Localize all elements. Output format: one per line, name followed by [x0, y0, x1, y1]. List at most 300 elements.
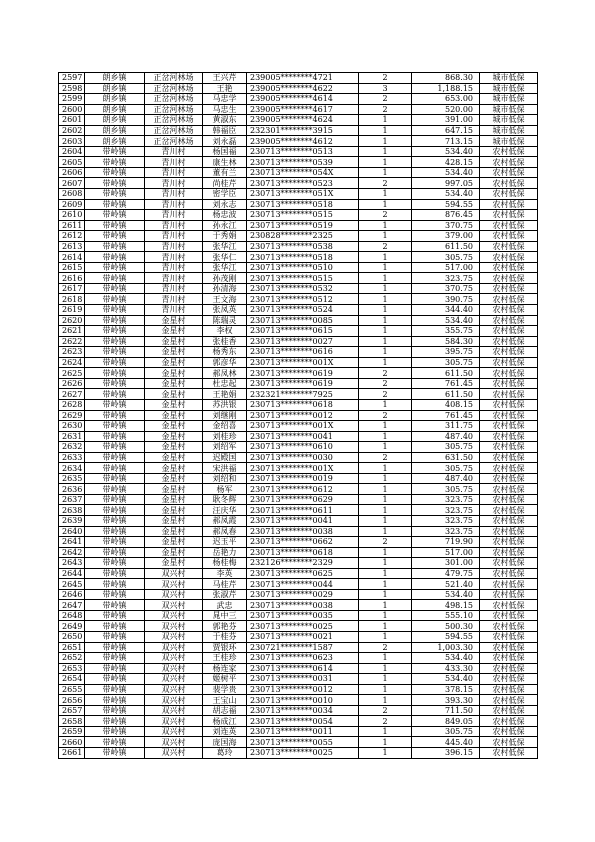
id-number-cell: 230713********0055 — [247, 737, 359, 748]
name-cell: 马桂芹 — [203, 579, 247, 590]
row-number: 2607 — [59, 178, 85, 189]
name-cell: 韩福臣 — [203, 125, 247, 136]
category-cell: 农村低保 — [480, 653, 538, 664]
town-cell: 带岭镇 — [85, 442, 145, 453]
village-cell: 青川村 — [145, 167, 203, 178]
town-cell: 带岭镇 — [85, 241, 145, 252]
household-size-cell: 1 — [359, 167, 412, 178]
village-cell: 正岔河林场 — [145, 104, 203, 115]
household-size-cell: 1 — [359, 146, 412, 157]
category-cell: 农村低保 — [480, 642, 538, 653]
row-number: 2604 — [59, 146, 85, 157]
category-cell: 城市低保 — [480, 115, 538, 126]
id-number-cell: 230713********0019 — [247, 473, 359, 484]
table-row — [59, 642, 538, 653]
category-cell: 农村低保 — [480, 674, 538, 685]
household-size-cell: 1 — [359, 283, 412, 294]
household-size-cell: 1 — [359, 737, 412, 748]
household-size-cell: 1 — [359, 115, 412, 126]
category-cell: 农村低保 — [480, 146, 538, 157]
amount-cell: 534.40 — [412, 146, 480, 157]
table-row — [59, 231, 538, 242]
town-cell: 带岭镇 — [85, 473, 145, 484]
category-cell: 农村低保 — [480, 737, 538, 748]
table-row — [59, 104, 538, 115]
id-number-cell: 230713********0618 — [247, 547, 359, 558]
id-number-cell: 230713********0625 — [247, 568, 359, 579]
amount-cell: 555.10 — [412, 610, 480, 621]
table-row — [59, 315, 538, 326]
household-size-cell: 1 — [359, 125, 412, 136]
category-cell: 农村低保 — [480, 610, 538, 621]
household-size-cell: 1 — [359, 621, 412, 632]
category-cell: 农村低保 — [480, 421, 538, 432]
town-cell: 带岭镇 — [85, 579, 145, 590]
row-number: 2616 — [59, 273, 85, 284]
row-number: 2598 — [59, 83, 85, 94]
household-size-cell: 1 — [359, 399, 412, 410]
id-number-cell: 230713********0523 — [247, 178, 359, 189]
village-cell: 双兴村 — [145, 674, 203, 685]
table-row — [59, 452, 538, 463]
category-cell: 农村低保 — [480, 199, 538, 210]
id-number-cell: 230713********0515 — [247, 273, 359, 284]
household-size-cell: 2 — [359, 716, 412, 727]
town-cell: 带岭镇 — [85, 600, 145, 611]
id-number-cell: 230713********0616 — [247, 347, 359, 358]
category-cell: 城市低保 — [480, 94, 538, 105]
table-row — [59, 336, 538, 347]
table-row — [59, 368, 538, 379]
town-cell: 朗乡镇 — [85, 125, 145, 136]
town-cell: 带岭镇 — [85, 167, 145, 178]
village-cell: 金星村 — [145, 537, 203, 548]
table-row — [59, 146, 538, 157]
name-cell: 于秀娟 — [203, 231, 247, 242]
id-number-cell: 230713********0629 — [247, 494, 359, 505]
category-cell: 农村低保 — [480, 241, 538, 252]
village-cell: 金星村 — [145, 399, 203, 410]
village-cell: 正岔河林场 — [145, 83, 203, 94]
name-cell: 王兴芹 — [203, 73, 247, 84]
name-cell: 郝凤霞 — [203, 515, 247, 526]
id-number-cell: 230713********0029 — [247, 589, 359, 600]
id-number-cell: 230713********001X — [247, 463, 359, 474]
town-cell: 朗乡镇 — [85, 94, 145, 105]
village-cell: 金星村 — [145, 431, 203, 442]
name-cell: 郝凤林 — [203, 368, 247, 379]
name-cell: 张桂香 — [203, 336, 247, 347]
town-cell: 带岭镇 — [85, 431, 145, 442]
table-row — [59, 705, 538, 716]
name-cell: 杨军 — [203, 484, 247, 495]
amount-cell: 370.75 — [412, 283, 480, 294]
name-cell: 马忠学 — [203, 94, 247, 105]
row-number: 2647 — [59, 600, 85, 611]
household-size-cell: 1 — [359, 231, 412, 242]
amount-cell: 534.40 — [412, 189, 480, 200]
village-cell: 青川村 — [145, 262, 203, 273]
table-row — [59, 378, 538, 389]
table-row — [59, 653, 538, 664]
category-cell: 农村低保 — [480, 579, 538, 590]
amount-cell: 311.75 — [412, 421, 480, 432]
amount-cell: 517.00 — [412, 262, 480, 273]
table-row — [59, 600, 538, 611]
table-row — [59, 199, 538, 210]
village-cell: 正岔河林场 — [145, 125, 203, 136]
id-number-cell: 230713********0612 — [247, 484, 359, 495]
table-row — [59, 621, 538, 632]
row-number: 2611 — [59, 220, 85, 231]
amount-cell: 534.40 — [412, 167, 480, 178]
household-size-cell: 1 — [359, 484, 412, 495]
table-row — [59, 157, 538, 168]
village-cell: 双兴村 — [145, 663, 203, 674]
id-number-cell: 230713********0027 — [247, 336, 359, 347]
amount-cell: 323.75 — [412, 273, 480, 284]
row-number: 2613 — [59, 241, 85, 252]
table-row — [59, 410, 538, 421]
row-number: 2650 — [59, 631, 85, 642]
name-cell: 岳艳力 — [203, 547, 247, 558]
name-cell: 孙永江 — [203, 220, 247, 231]
table-row — [59, 210, 538, 221]
town-cell: 带岭镇 — [85, 189, 145, 200]
village-cell: 双兴村 — [145, 610, 203, 621]
row-number: 2642 — [59, 547, 85, 558]
category-cell: 农村低保 — [480, 178, 538, 189]
name-cell: 贾银环 — [203, 642, 247, 653]
household-size-cell: 1 — [359, 653, 412, 664]
name-cell: 刘继刚 — [203, 410, 247, 421]
row-number: 2659 — [59, 726, 85, 737]
name-cell: 晁中三 — [203, 610, 247, 621]
village-cell: 青川村 — [145, 305, 203, 316]
category-cell: 农村低保 — [480, 515, 538, 526]
name-cell: 金绍喜 — [203, 421, 247, 432]
name-cell: 孙清海 — [203, 283, 247, 294]
amount-cell: 323.75 — [412, 505, 480, 516]
category-cell: 城市低保 — [480, 104, 538, 115]
household-size-cell: 1 — [359, 305, 412, 316]
village-cell: 青川村 — [145, 210, 203, 221]
category-cell: 农村低保 — [480, 568, 538, 579]
category-cell: 城市低保 — [480, 83, 538, 94]
amount-cell: 594.55 — [412, 631, 480, 642]
table-row — [59, 526, 538, 537]
amount-cell: 868.30 — [412, 73, 480, 84]
row-number: 2629 — [59, 410, 85, 421]
id-number-cell: 239005********4617 — [247, 104, 359, 115]
town-cell: 带岭镇 — [85, 326, 145, 337]
village-cell: 正岔河林场 — [145, 136, 203, 147]
town-cell: 带岭镇 — [85, 610, 145, 621]
row-number: 2660 — [59, 737, 85, 748]
amount-cell: 479.75 — [412, 568, 480, 579]
category-cell: 农村低保 — [480, 452, 538, 463]
category-cell: 农村低保 — [480, 273, 538, 284]
amount-cell: 378.15 — [412, 684, 480, 695]
table-row — [59, 663, 538, 674]
household-size-cell: 1 — [359, 695, 412, 706]
household-size-cell: 1 — [359, 726, 412, 737]
category-cell: 农村低保 — [480, 547, 538, 558]
category-cell: 农村低保 — [480, 494, 538, 505]
household-size-cell: 1 — [359, 463, 412, 474]
table-row — [59, 537, 538, 548]
village-cell: 金星村 — [145, 515, 203, 526]
name-cell: 杨成江 — [203, 716, 247, 727]
amount-cell: 305.75 — [412, 463, 480, 474]
name-cell: 胡志福 — [203, 705, 247, 716]
category-cell: 农村低保 — [480, 283, 538, 294]
village-cell: 双兴村 — [145, 726, 203, 737]
id-number-cell: 230713********001X — [247, 421, 359, 432]
amount-cell: 534.40 — [412, 315, 480, 326]
household-size-cell: 1 — [359, 326, 412, 337]
town-cell: 带岭镇 — [85, 378, 145, 389]
name-cell: 王艳娟 — [203, 389, 247, 400]
category-cell: 农村低保 — [480, 220, 538, 231]
row-number: 2635 — [59, 473, 85, 484]
category-cell: 农村低保 — [480, 663, 538, 674]
village-cell: 青川村 — [145, 178, 203, 189]
village-cell: 双兴村 — [145, 621, 203, 632]
category-cell: 农村低保 — [480, 262, 538, 273]
amount-cell: 487.40 — [412, 473, 480, 484]
category-cell: 农村低保 — [480, 589, 538, 600]
village-cell: 金星村 — [145, 473, 203, 484]
household-size-cell: 1 — [359, 262, 412, 273]
village-cell: 金星村 — [145, 410, 203, 421]
town-cell: 带岭镇 — [85, 705, 145, 716]
village-cell: 金星村 — [145, 315, 203, 326]
town-cell: 带岭镇 — [85, 653, 145, 664]
household-size-cell: 1 — [359, 600, 412, 611]
id-number-cell: 230828********2325 — [247, 231, 359, 242]
household-size-cell: 2 — [359, 452, 412, 463]
id-number-cell: 230713********0010 — [247, 695, 359, 706]
row-number: 2606 — [59, 167, 85, 178]
village-cell: 双兴村 — [145, 737, 203, 748]
table-row — [59, 178, 538, 189]
row-number: 2637 — [59, 494, 85, 505]
table-row — [59, 568, 538, 579]
amount-cell: 395.75 — [412, 347, 480, 358]
household-size-cell: 1 — [359, 631, 412, 642]
amount-cell: 647.15 — [412, 125, 480, 136]
town-cell: 朗乡镇 — [85, 104, 145, 115]
row-number: 2621 — [59, 326, 85, 337]
table-row — [59, 252, 538, 263]
table-row — [59, 189, 538, 200]
amount-cell: 534.40 — [412, 674, 480, 685]
table-row — [59, 431, 538, 442]
category-cell: 农村低保 — [480, 410, 538, 421]
row-number: 2617 — [59, 283, 85, 294]
town-cell: 带岭镇 — [85, 642, 145, 653]
village-cell: 金星村 — [145, 463, 203, 474]
name-cell: 杜忠起 — [203, 378, 247, 389]
id-number-cell: 230713********0610 — [247, 442, 359, 453]
town-cell: 带岭镇 — [85, 421, 145, 432]
amount-cell: 517.00 — [412, 547, 480, 558]
name-cell: 刘永志 — [203, 199, 247, 210]
household-size-cell: 1 — [359, 473, 412, 484]
village-cell: 双兴村 — [145, 568, 203, 579]
row-number: 2601 — [59, 115, 85, 126]
name-cell: 杨国福 — [203, 146, 247, 157]
id-number-cell: 239005********4624 — [247, 115, 359, 126]
name-cell: 马忠生 — [203, 104, 247, 115]
table-row — [59, 473, 538, 484]
id-number-cell: 230713********0619 — [247, 368, 359, 379]
household-size-cell: 3 — [359, 83, 412, 94]
household-size-cell: 1 — [359, 526, 412, 537]
household-size-cell: 2 — [359, 73, 412, 84]
town-cell: 带岭镇 — [85, 273, 145, 284]
village-cell: 正岔河林场 — [145, 73, 203, 84]
table-row — [59, 515, 538, 526]
amount-cell: 301.00 — [412, 558, 480, 569]
village-cell: 双兴村 — [145, 684, 203, 695]
village-cell: 金星村 — [145, 526, 203, 537]
id-number-cell: 230713********0035 — [247, 610, 359, 621]
amount-cell: 713.15 — [412, 136, 480, 147]
row-number: 2657 — [59, 705, 85, 716]
category-cell: 农村低保 — [480, 716, 538, 727]
amount-cell: 631.50 — [412, 452, 480, 463]
household-size-cell: 1 — [359, 547, 412, 558]
amount-cell: 520.00 — [412, 104, 480, 115]
row-number: 2623 — [59, 347, 85, 358]
row-number: 2633 — [59, 452, 85, 463]
row-number: 2628 — [59, 399, 85, 410]
id-number-cell: 230713********0085 — [247, 315, 359, 326]
row-number: 2655 — [59, 684, 85, 695]
village-cell: 青川村 — [145, 252, 203, 263]
table-row — [59, 558, 538, 569]
household-size-cell: 1 — [359, 294, 412, 305]
village-cell: 双兴村 — [145, 589, 203, 600]
town-cell: 带岭镇 — [85, 347, 145, 358]
category-cell: 农村低保 — [480, 368, 538, 379]
amount-cell: 719.90 — [412, 537, 480, 548]
amount-cell: 761.45 — [412, 410, 480, 421]
row-number: 2643 — [59, 558, 85, 569]
table-row — [59, 674, 538, 685]
category-cell: 农村低保 — [480, 157, 538, 168]
town-cell: 带岭镇 — [85, 674, 145, 685]
name-cell: 密学臣 — [203, 189, 247, 200]
category-cell: 农村低保 — [480, 484, 538, 495]
id-number-cell: 230713********0524 — [247, 305, 359, 316]
name-cell: 庞国海 — [203, 737, 247, 748]
id-number-cell: 230713********0518 — [247, 199, 359, 210]
name-cell: 杨桂梅 — [203, 558, 247, 569]
category-cell: 农村低保 — [480, 748, 538, 759]
row-number: 2645 — [59, 579, 85, 590]
name-cell: 郭艳芬 — [203, 621, 247, 632]
amount-cell: 1,188.15 — [412, 83, 480, 94]
village-cell: 金星村 — [145, 357, 203, 368]
category-cell: 农村低保 — [480, 431, 538, 442]
name-cell: 陈瑞灵 — [203, 315, 247, 326]
category-cell: 农村低保 — [480, 189, 538, 200]
name-cell: 武忠 — [203, 600, 247, 611]
village-cell: 金星村 — [145, 347, 203, 358]
id-number-cell: 230713********0515 — [247, 210, 359, 221]
table-row — [59, 726, 538, 737]
table-row — [59, 357, 538, 368]
id-number-cell: 230713********0044 — [247, 579, 359, 590]
household-size-cell: 1 — [359, 336, 412, 347]
id-number-cell: 230713********0034 — [247, 705, 359, 716]
id-number-cell: 232126********2329 — [247, 558, 359, 569]
town-cell: 带岭镇 — [85, 210, 145, 221]
id-number-cell: 230713********0030 — [247, 452, 359, 463]
household-size-cell: 1 — [359, 252, 412, 263]
id-number-cell: 230713********0615 — [247, 326, 359, 337]
village-cell: 金星村 — [145, 442, 203, 453]
name-cell: 张华江 — [203, 262, 247, 273]
village-cell: 金星村 — [145, 326, 203, 337]
amount-cell: 611.50 — [412, 241, 480, 252]
table-row — [59, 505, 538, 516]
amount-cell: 521.40 — [412, 579, 480, 590]
category-cell: 农村低保 — [480, 463, 538, 474]
row-number: 2624 — [59, 357, 85, 368]
household-size-cell: 2 — [359, 410, 412, 421]
table-row — [59, 273, 538, 284]
row-number: 2626 — [59, 378, 85, 389]
amount-cell: 408.15 — [412, 399, 480, 410]
category-cell: 农村低保 — [480, 695, 538, 706]
town-cell: 带岭镇 — [85, 726, 145, 737]
village-cell: 金星村 — [145, 547, 203, 558]
village-cell: 金星村 — [145, 378, 203, 389]
amount-cell: 305.75 — [412, 357, 480, 368]
town-cell: 带岭镇 — [85, 452, 145, 463]
amount-cell: 344.40 — [412, 305, 480, 316]
town-cell: 带岭镇 — [85, 231, 145, 242]
town-cell: 带岭镇 — [85, 716, 145, 727]
name-cell: 李权 — [203, 326, 247, 337]
category-cell: 农村低保 — [480, 631, 538, 642]
category-cell: 农村低保 — [480, 357, 538, 368]
household-size-cell: 2 — [359, 210, 412, 221]
name-cell: 汪庆华 — [203, 505, 247, 516]
id-number-cell: 230713********0662 — [247, 537, 359, 548]
category-cell: 农村低保 — [480, 231, 538, 242]
category-cell: 农村低保 — [480, 336, 538, 347]
id-number-cell: 230713********001X — [247, 357, 359, 368]
name-cell: 王宝山 — [203, 695, 247, 706]
amount-cell: 611.50 — [412, 389, 480, 400]
village-cell: 双兴村 — [145, 642, 203, 653]
id-number-cell: 239005********4622 — [247, 83, 359, 94]
village-cell: 青川村 — [145, 189, 203, 200]
town-cell: 带岭镇 — [85, 695, 145, 706]
table-row — [59, 579, 538, 590]
id-number-cell: 230713********0538 — [247, 241, 359, 252]
household-size-cell: 1 — [359, 505, 412, 516]
town-cell: 带岭镇 — [85, 568, 145, 579]
amount-cell: 653.00 — [412, 94, 480, 105]
category-cell: 农村低保 — [480, 389, 538, 400]
id-number-cell: 239005********4614 — [247, 94, 359, 105]
